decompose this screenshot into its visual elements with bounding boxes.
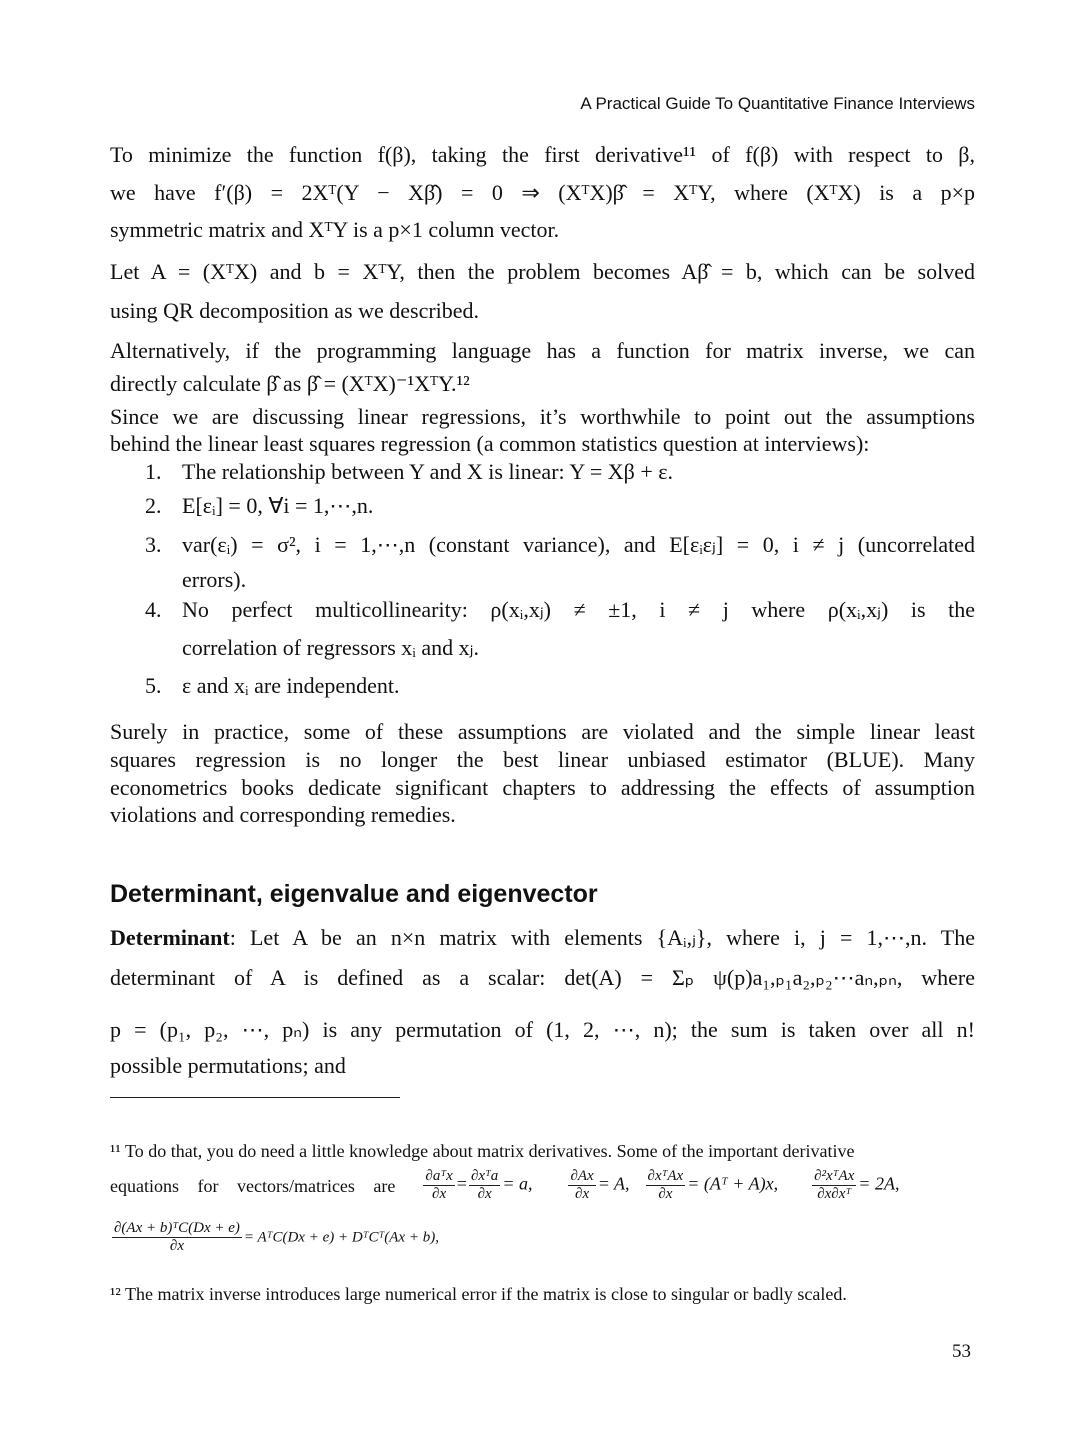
denominator: ∂x	[477, 1186, 492, 1202]
paragraph-text: : Let A be an n×n matrix with elements {Aᵢ,ⱼ}, where i, j = 1,⋯,n. The	[229, 925, 975, 950]
numerator: ∂aᵀx	[425, 1168, 453, 1184]
numerator: ∂xᵀAx	[647, 1168, 684, 1184]
paragraph-line: Let A = (XᵀX) and b = XᵀY, then the problem becomes Aβ̂ = b, which can be solved	[110, 259, 975, 284]
list-item: var(εᵢ) = σ², i = 1,⋯,n (constant variance), and E[εᵢεⱼ] = 0, i ≠ j (uncorrelated	[182, 532, 975, 557]
list-item: No perfect multicollinearity: ρ(xᵢ,xⱼ) ≠ ±1, i ≠ j where ρ(xᵢ,xⱼ) is the	[182, 597, 975, 622]
paragraph-line: econometrics books dedicate significant chapters to addressing the effects of assumption	[110, 775, 975, 800]
list-item: The relationship between Y and X is linear: Y = Xβ + ε.	[182, 459, 674, 484]
list-item: ε and xᵢ are independent.	[182, 673, 400, 698]
numerator: ∂Ax	[570, 1168, 594, 1184]
equation	[421, 1168, 532, 1203]
term-determinant: Determinant	[110, 925, 230, 950]
numerator: ∂(Ax + b)ᵀC(Dx + e)	[114, 1220, 240, 1236]
footnote-11: ¹¹ To do that, you do need a little knowledge about matrix derivatives. Some of the important derivative	[110, 1141, 855, 1161]
rhs: = AᵀC(Dx + e) + DᵀCᵀ(Ax + b),	[243, 1229, 439, 1246]
page-number: 53	[952, 1341, 971, 1362]
footnote-11-equations	[110, 1168, 975, 1203]
list-item: errors).	[182, 567, 247, 592]
running-header: A Practical Guide To Quantitative Finance Interviews	[580, 94, 975, 113]
paragraph-line: Since we are discussing linear regressions, it’s worthwhile to point out the assumptions	[110, 404, 975, 429]
paragraph-line: Surely in practice, some of these assumptions are violated and the simple linear least	[110, 719, 975, 744]
footnote-11-equation-2	[110, 1220, 975, 1255]
paragraph-line: p = (p₁, p₂, ⋯, pₙ) is any permutation of (1, 2, ⋯, n); the sum is taken over all n!	[110, 1017, 975, 1042]
rhs: = a,	[502, 1173, 533, 1194]
footnote-12: ¹² The matrix inverse introduces large numerical error if the matrix is close to singular or badly scaled.	[110, 1284, 847, 1304]
list-number: 1.	[145, 459, 162, 484]
denominator: ∂x	[575, 1186, 590, 1202]
list-number: 5.	[145, 673, 162, 698]
rhs: = (Aᵀ + A)x,	[687, 1173, 779, 1194]
denominator: ∂x	[658, 1186, 673, 1202]
equals: =	[456, 1173, 467, 1194]
paragraph-line	[110, 924, 975, 952]
equation	[810, 1168, 899, 1203]
list-number: 4.	[145, 597, 162, 622]
denominator: ∂x	[432, 1186, 447, 1202]
list-number: 3.	[145, 532, 162, 557]
paragraph-line: symmetric matrix and XᵀY is a p×1 column vector.	[110, 217, 560, 242]
denominator: ∂x	[169, 1238, 184, 1254]
list-number: 2.	[145, 493, 162, 518]
rhs: = A,	[597, 1173, 630, 1194]
paragraph-line: violations and corresponding remedies.	[110, 802, 456, 827]
paragraph-line: we have f′(β) = 2Xᵀ(Y − Xβ̂) = 0 ⇒ (XᵀX)β̂ = XᵀY, where (XᵀX) is a p×p	[110, 180, 975, 205]
rhs: = 2A,	[858, 1173, 900, 1194]
numerator: ∂²xᵀAx	[814, 1168, 855, 1184]
paragraph-line: Alternatively, if the programming language has a function for matrix inverse, we can	[110, 338, 975, 363]
list-item: E[εᵢ] = 0, ∀i = 1,⋯,n.	[182, 493, 374, 518]
equation	[644, 1168, 779, 1203]
footnote-rule	[110, 1097, 400, 1098]
list-item: correlation of regressors xᵢ and xⱼ.	[182, 635, 480, 660]
paragraph-line: squares regression is no longer the best linear unbiased estimator (BLUE). Many	[110, 747, 975, 772]
section-heading: Determinant, eigenvalue and eigenvector	[110, 880, 598, 908]
paragraph-line: using QR decomposition as we described.	[110, 298, 480, 323]
paragraph-line: behind the linear least squares regression (a common statistics question at interviews):	[110, 431, 870, 456]
paragraph-line: To minimize the function f(β), taking the first derivative¹¹ of f(β) with respect to β,	[110, 142, 975, 167]
paragraph-line: directly calculate β̂ as β̂ = (XᵀX)⁻¹XᵀY.¹²	[110, 371, 470, 396]
numerator: ∂xᵀa	[470, 1168, 499, 1184]
denominator: ∂x∂xᵀ	[817, 1186, 852, 1202]
paragraph-line: determinant of A is defined as a scalar: det(A) = Σₚ ψ(p)a₁,ₚ₁a₂,ₚ₂⋯aₙ,ₚₙ, where	[110, 965, 975, 990]
footnote-text: equations for vectors/matrices are	[110, 1175, 396, 1196]
equation	[566, 1168, 629, 1203]
paragraph-line: possible permutations; and	[110, 1053, 346, 1078]
